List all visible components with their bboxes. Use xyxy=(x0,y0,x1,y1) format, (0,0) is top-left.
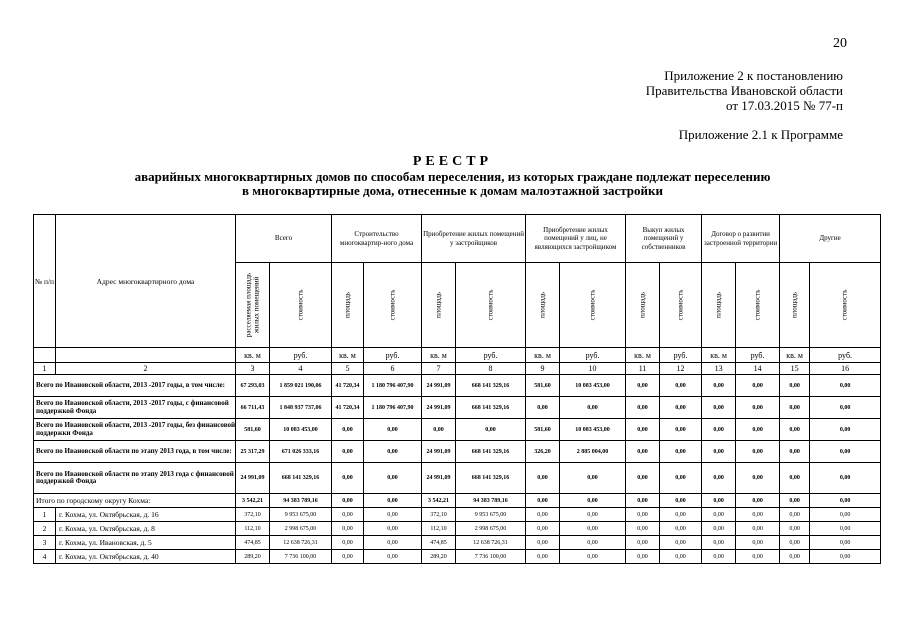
summary-row xyxy=(34,441,881,463)
value-cell: 372,10 xyxy=(422,508,456,522)
unit-cost: руб. xyxy=(456,348,526,363)
column-number-row xyxy=(34,363,881,375)
summary-row xyxy=(34,397,881,419)
district-total-label: Итого по городскому округу Кохма: xyxy=(34,494,236,508)
value-cell: 0,00 xyxy=(660,441,702,463)
value-cell: 0,00 xyxy=(660,536,702,550)
sub-header-area-total: расселяемая площадь жилых помещений xyxy=(236,263,270,348)
value-cell: 0,00 xyxy=(810,494,881,508)
value-cell: 0,00 xyxy=(810,508,881,522)
column-number-cell: 14 xyxy=(736,363,780,375)
column-number-cell: 9 xyxy=(526,363,560,375)
value-cell: 0,00 xyxy=(526,397,560,419)
value-cell: 0,00 xyxy=(780,494,810,508)
value-cell: 0,00 xyxy=(332,441,364,463)
document-title xyxy=(0,155,905,199)
table-row xyxy=(34,508,881,522)
row-index: 4 xyxy=(34,550,56,564)
value-cell: 24 991,09 xyxy=(422,463,456,494)
value-cell: 0,00 xyxy=(780,419,810,441)
value-cell: 3 542,21 xyxy=(422,494,456,508)
value-cell: 24 991,09 xyxy=(422,375,456,397)
value-cell: 0,00 xyxy=(626,550,660,564)
value-cell: 0,00 xyxy=(810,463,881,494)
value-cell: 0,00 xyxy=(560,397,626,419)
value-cell: 0,00 xyxy=(736,536,780,550)
column-number-cell: 6 xyxy=(364,363,422,375)
value-cell: 24 991,09 xyxy=(422,397,456,419)
value-cell: 289,20 xyxy=(422,550,456,564)
group-header-development-agreement: Договор о развитии застроенной территории xyxy=(702,215,780,263)
value-cell: 10 083 453,00 xyxy=(270,419,332,441)
value-cell: 10 083 453,00 xyxy=(560,375,626,397)
value-cell: 1 859 021 190,06 xyxy=(270,375,332,397)
value-cell: 0,00 xyxy=(456,419,526,441)
value-cell: 0,00 xyxy=(810,536,881,550)
sub-header-cost: стоимость xyxy=(270,263,332,348)
unit-area: кв. м xyxy=(422,348,456,363)
summary-row xyxy=(34,419,881,441)
value-cell: 0,00 xyxy=(736,508,780,522)
row-index: 1 xyxy=(34,508,56,522)
value-cell: 581,60 xyxy=(526,375,560,397)
value-cell: 7 736 100,00 xyxy=(456,550,526,564)
value-cell: 7 736 100,00 xyxy=(270,550,332,564)
unit-cell xyxy=(56,348,236,363)
header-group-row xyxy=(34,215,881,263)
value-cell: 0,00 xyxy=(626,522,660,536)
row-index: 2 xyxy=(34,522,56,536)
value-cell: 474,85 xyxy=(422,536,456,550)
value-cell: 0,00 xyxy=(364,536,422,550)
table-row xyxy=(34,536,881,550)
unit-area: кв. м xyxy=(780,348,810,363)
sub-header-cost: стоимость xyxy=(364,263,422,348)
header-unit-row xyxy=(34,348,881,363)
value-cell: 0,00 xyxy=(626,397,660,419)
value-cell: 41 720,34 xyxy=(332,397,364,419)
value-cell: 0,00 xyxy=(736,550,780,564)
col-address-header: Адрес многоквартирного дома xyxy=(56,215,236,348)
value-cell: 0,00 xyxy=(626,375,660,397)
value-cell: 0,00 xyxy=(780,441,810,463)
value-cell: 0,00 xyxy=(702,536,736,550)
appendix-line: от 17.03.2015 № 77-п xyxy=(726,98,843,113)
sub-header-cost: стоимость xyxy=(736,263,780,348)
value-cell: 0,00 xyxy=(780,375,810,397)
value-cell: 0,00 xyxy=(364,522,422,536)
column-number-cell: 8 xyxy=(456,363,526,375)
value-cell: 24 991,09 xyxy=(422,441,456,463)
sub-header-cost: стоимость xyxy=(660,263,702,348)
title-line: в многоквартирные дома, отнесенные к домам малоэтажной застройки xyxy=(242,183,663,198)
value-cell: 0,00 xyxy=(660,419,702,441)
sub-header-area: площадь xyxy=(422,263,456,348)
house-address: г. Кохма, ул. Октябрьская, д. 40 xyxy=(56,550,236,564)
summary-label: Всего по Ивановской области, 2013 -2017 годы, в том числе: xyxy=(34,375,236,397)
value-cell: 94 383 789,16 xyxy=(456,494,526,508)
value-cell: 1 180 796 407,90 xyxy=(364,397,422,419)
value-cell: 0,00 xyxy=(810,550,881,564)
value-cell: 0,00 xyxy=(626,508,660,522)
unit-cost: руб. xyxy=(736,348,780,363)
value-cell: 41 720,34 xyxy=(332,375,364,397)
column-number-cell: 4 xyxy=(270,363,332,375)
value-cell: 9 953 675,00 xyxy=(456,508,526,522)
value-cell: 0,00 xyxy=(736,375,780,397)
sub-header-area: площадь xyxy=(526,263,560,348)
registry-table xyxy=(33,214,881,564)
value-cell: 0,00 xyxy=(702,375,736,397)
value-cell: 0,00 xyxy=(780,550,810,564)
value-cell: 0,00 xyxy=(660,463,702,494)
value-cell: 3 542,21 xyxy=(236,494,270,508)
column-number-cell: 5 xyxy=(332,363,364,375)
value-cell: 0,00 xyxy=(332,419,364,441)
unit-area: кв. м xyxy=(626,348,660,363)
value-cell: 94 383 789,16 xyxy=(270,494,332,508)
value-cell: 0,00 xyxy=(702,522,736,536)
value-cell: 1 848 937 737,06 xyxy=(270,397,332,419)
value-cell: 0,00 xyxy=(560,536,626,550)
house-address: г. Кохма, ул. Ивановская, д. 5 xyxy=(56,536,236,550)
value-cell: 0,00 xyxy=(810,441,881,463)
group-header-construction: Строительство многоквартир-ного дома xyxy=(332,215,422,263)
value-cell: 0,00 xyxy=(780,508,810,522)
value-cell: 0,00 xyxy=(526,522,560,536)
value-cell: 2 998 675,00 xyxy=(456,522,526,536)
value-cell: 0,00 xyxy=(526,494,560,508)
value-cell: 9 953 675,00 xyxy=(270,508,332,522)
value-cell: 0,00 xyxy=(364,550,422,564)
appendix-header xyxy=(646,68,843,113)
value-cell: 668 141 329,16 xyxy=(456,463,526,494)
value-cell: 0,00 xyxy=(332,463,364,494)
unit-cost: руб. xyxy=(364,348,422,363)
sub-header-area: площадь xyxy=(332,263,364,348)
sub-header-cost: стоимость xyxy=(456,263,526,348)
value-cell: 0,00 xyxy=(780,463,810,494)
value-cell: 0,00 xyxy=(810,397,881,419)
value-cell: 289,20 xyxy=(236,550,270,564)
value-cell: 0,00 xyxy=(526,463,560,494)
unit-cost: руб. xyxy=(660,348,702,363)
value-cell: 0,00 xyxy=(526,508,560,522)
value-cell: 0,00 xyxy=(702,463,736,494)
value-cell: 0,00 xyxy=(560,550,626,564)
value-cell: 0,00 xyxy=(364,463,422,494)
group-header-other: Другие xyxy=(780,215,881,263)
value-cell: 0,00 xyxy=(702,441,736,463)
value-cell: 0,00 xyxy=(626,494,660,508)
unit-area: кв. м xyxy=(236,348,270,363)
group-header-buyout: Выкуп жилых помещений у собственников xyxy=(626,215,702,263)
value-cell: 0,00 xyxy=(736,441,780,463)
value-cell: 0,00 xyxy=(736,494,780,508)
summary-row xyxy=(34,463,881,494)
value-cell: 671 026 333,16 xyxy=(270,441,332,463)
value-cell: 112,10 xyxy=(236,522,270,536)
value-cell: 0,00 xyxy=(660,522,702,536)
value-cell: 581,60 xyxy=(236,419,270,441)
value-cell: 0,00 xyxy=(626,463,660,494)
col-number-header: № п/п xyxy=(34,215,56,348)
value-cell: 668 141 329,16 xyxy=(456,375,526,397)
value-cell: 0,00 xyxy=(560,522,626,536)
appendix-line: Приложение 2 к постановлению xyxy=(664,68,843,83)
value-cell: 12 638 726,31 xyxy=(456,536,526,550)
house-address: г. Кохма, ул. Октябрьская, д. 8 xyxy=(56,522,236,536)
value-cell: 67 293,03 xyxy=(236,375,270,397)
value-cell: 0,00 xyxy=(780,397,810,419)
value-cell: 0,00 xyxy=(660,508,702,522)
sub-header-area: площадь xyxy=(702,263,736,348)
summary-row xyxy=(34,375,881,397)
page-number: 20 xyxy=(833,36,847,51)
value-cell: 0,00 xyxy=(364,494,422,508)
value-cell: 0,00 xyxy=(364,419,422,441)
value-cell: 0,00 xyxy=(702,397,736,419)
value-cell: 10 083 453,00 xyxy=(560,419,626,441)
value-cell: 12 638 726,31 xyxy=(270,536,332,550)
district-total-row xyxy=(34,494,881,508)
value-cell: 668 141 329,16 xyxy=(270,463,332,494)
value-cell: 0,00 xyxy=(702,419,736,441)
value-cell: 0,00 xyxy=(660,550,702,564)
unit-cost: руб. xyxy=(270,348,332,363)
value-cell: 0,00 xyxy=(660,397,702,419)
title-line: аварийных многоквартирных домов по способам переселения, из которых граждане подлежат переселению xyxy=(134,168,771,184)
column-number-cell: 15 xyxy=(780,363,810,375)
value-cell: 581,60 xyxy=(526,419,560,441)
sub-header-area: площадь xyxy=(780,263,810,348)
unit-area: кв. м xyxy=(332,348,364,363)
value-cell: 0,00 xyxy=(736,419,780,441)
house-address: г. Кохма, ул. Октябрьская, д. 16 xyxy=(56,508,236,522)
value-cell: 0,00 xyxy=(780,536,810,550)
value-cell: 0,00 xyxy=(560,508,626,522)
value-cell: 24 991,09 xyxy=(236,463,270,494)
value-cell: 0,00 xyxy=(810,375,881,397)
column-number-cell: 1 xyxy=(34,363,56,375)
value-cell: 0,00 xyxy=(364,508,422,522)
value-cell: 0,00 xyxy=(526,550,560,564)
column-number-cell: 16 xyxy=(810,363,881,375)
value-cell: 25 317,29 xyxy=(236,441,270,463)
value-cell: 0,00 xyxy=(736,522,780,536)
unit-area: кв. м xyxy=(526,348,560,363)
value-cell: 0,00 xyxy=(626,419,660,441)
sub-header-cost: стоимость xyxy=(560,263,626,348)
value-cell: 0,00 xyxy=(702,508,736,522)
value-cell: 0,00 xyxy=(422,419,456,441)
value-cell: 668 141 329,16 xyxy=(456,441,526,463)
value-cell: 0,00 xyxy=(736,397,780,419)
unit-cost: руб. xyxy=(810,348,881,363)
value-cell: 0,00 xyxy=(526,536,560,550)
value-cell: 0,00 xyxy=(364,441,422,463)
unit-area: кв. м xyxy=(702,348,736,363)
value-cell: 0,00 xyxy=(560,494,626,508)
value-cell: 372,10 xyxy=(236,508,270,522)
column-number-cell: 7 xyxy=(422,363,456,375)
program-appendix-note: Приложение 2.1 к Программе xyxy=(678,127,843,142)
unit-cost: руб. xyxy=(560,348,626,363)
value-cell: 0,00 xyxy=(810,419,881,441)
title-registry: РЕЕСТР xyxy=(412,154,493,169)
group-header-total: Всего xyxy=(236,215,332,263)
table-row xyxy=(34,522,881,536)
value-cell: 0,00 xyxy=(332,508,364,522)
group-header-purchase-non-developers: Приобретение жилых помещений у лиц, не являющихся застройщиком xyxy=(526,215,626,263)
value-cell: 0,00 xyxy=(626,536,660,550)
table-row xyxy=(34,550,881,564)
appendix-line: Правительства Ивановской области xyxy=(645,83,843,98)
value-cell: 0,00 xyxy=(810,522,881,536)
value-cell: 0,00 xyxy=(702,494,736,508)
value-cell: 0,00 xyxy=(626,441,660,463)
summary-label: Всего по Ивановской области по этапу 2013 года с финансовой поддержкой Фонда xyxy=(34,463,236,494)
value-cell: 0,00 xyxy=(780,522,810,536)
column-number-cell: 3 xyxy=(236,363,270,375)
value-cell: 0,00 xyxy=(332,522,364,536)
group-header-purchase-developers: Приобретение жилых помещений у застройщиков xyxy=(422,215,526,263)
column-number-cell: 10 xyxy=(560,363,626,375)
summary-label: Всего по Ивановской области, 2013 -2017 годы, с финансовой поддержкой Фонда xyxy=(34,397,236,419)
value-cell: 66 711,43 xyxy=(236,397,270,419)
value-cell: 326,20 xyxy=(526,441,560,463)
sub-header-cost: стоимость xyxy=(810,263,881,348)
value-cell: 0,00 xyxy=(560,463,626,494)
value-cell: 474,85 xyxy=(236,536,270,550)
column-number-cell: 12 xyxy=(660,363,702,375)
value-cell: 0,00 xyxy=(332,494,364,508)
value-cell: 0,00 xyxy=(736,463,780,494)
unit-cell xyxy=(34,348,56,363)
value-cell: 2 998 675,00 xyxy=(270,522,332,536)
value-cell: 0,00 xyxy=(660,494,702,508)
value-cell: 112,10 xyxy=(422,522,456,536)
value-cell: 0,00 xyxy=(332,550,364,564)
column-number-cell: 13 xyxy=(702,363,736,375)
value-cell: 0,00 xyxy=(332,536,364,550)
value-cell: 668 141 329,16 xyxy=(456,397,526,419)
row-index: 3 xyxy=(34,536,56,550)
value-cell: 0,00 xyxy=(702,550,736,564)
value-cell: 0,00 xyxy=(660,375,702,397)
summary-label: Всего по Ивановской области по этапу 2013 года, в том числе: xyxy=(34,441,236,463)
summary-label: Всего по Ивановской области, 2013 -2017 годы, без финансовой поддержки Фонда xyxy=(34,419,236,441)
value-cell: 2 885 004,00 xyxy=(560,441,626,463)
column-number-cell: 2 xyxy=(56,363,236,375)
value-cell: 1 180 796 407,90 xyxy=(364,375,422,397)
column-number-cell: 11 xyxy=(626,363,660,375)
sub-header-area: площадь xyxy=(626,263,660,348)
